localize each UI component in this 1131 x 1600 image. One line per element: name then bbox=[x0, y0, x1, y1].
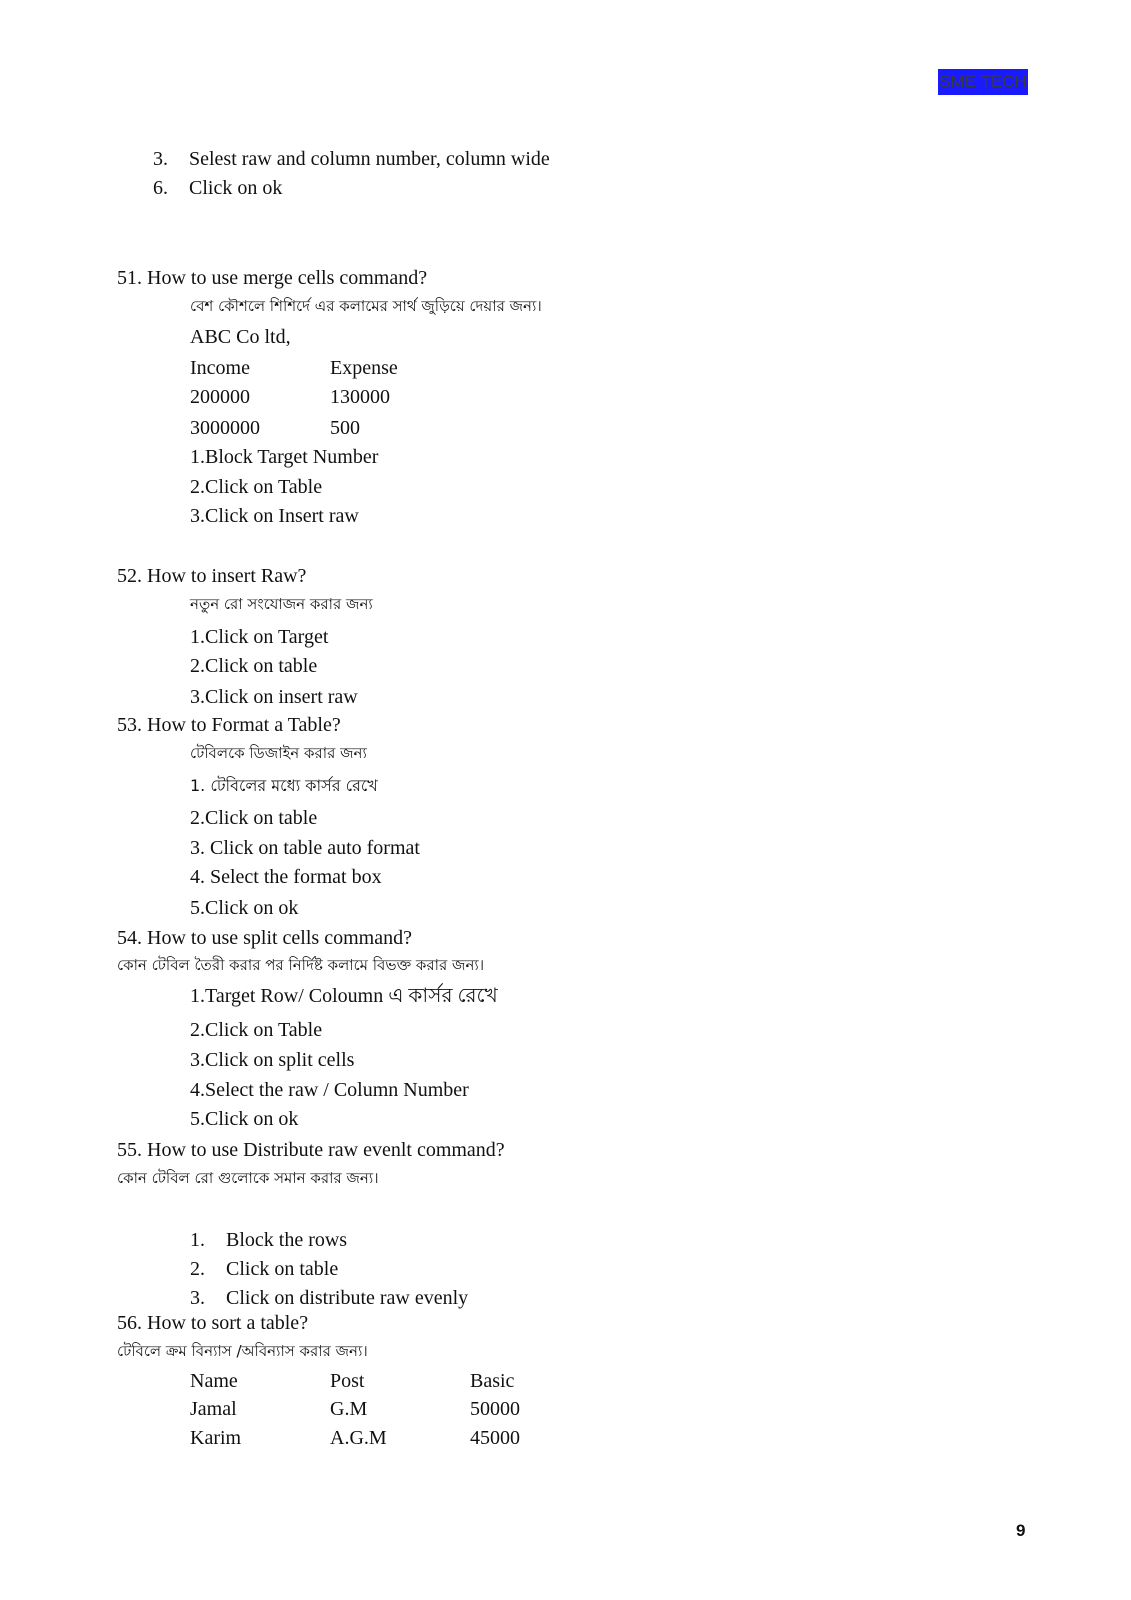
table-cell: 3000000 bbox=[190, 417, 260, 439]
step: 1.Target Row/ Coloumn এ কার্সর রেখে bbox=[190, 985, 498, 1007]
step: 2.Click on Table bbox=[190, 476, 323, 498]
step: 3. Click on table auto format bbox=[190, 837, 420, 859]
question-55-bangla: কোন টেবিল রো গুলোকে সমান করার জন্য। bbox=[117, 1169, 379, 1187]
step: 3.Click on split cells bbox=[190, 1049, 355, 1071]
question-53-bangla: টেবিলকে ডিজাইন করার জন্য bbox=[190, 744, 367, 762]
step: 4.Select the raw / Column Number bbox=[190, 1079, 469, 1101]
question-54-title: 54. How to use split cells command? bbox=[117, 927, 412, 949]
table-cell: Jamal bbox=[190, 1398, 237, 1420]
question-56-title: 56. How to sort a table? bbox=[117, 1312, 309, 1334]
table-header: Basic bbox=[470, 1370, 515, 1392]
table-cell: 45000 bbox=[470, 1427, 520, 1449]
table-cell: 130000 bbox=[330, 386, 390, 408]
step: 2.Click on table bbox=[190, 807, 318, 829]
company-name: ABC Co ltd, bbox=[190, 326, 291, 348]
intro-step: 3. Selest raw and column number, column wide bbox=[153, 148, 550, 170]
question-53-title: 53. How to Format a Table? bbox=[117, 714, 341, 736]
step: 1.Click on Target bbox=[190, 626, 329, 648]
table-cell: Karim bbox=[190, 1427, 242, 1449]
header-badge: SME TECH bbox=[938, 69, 1028, 95]
step: 4. Select the format box bbox=[190, 866, 382, 888]
question-55-title: 55. How to use Distribute raw evenlt command? bbox=[117, 1139, 505, 1161]
table-cell: G.M bbox=[330, 1398, 368, 1420]
question-51-title: 51. How to use merge cells command? bbox=[117, 267, 428, 289]
step: 1.Block Target Number bbox=[190, 446, 379, 468]
step: 5.Click on ok bbox=[190, 1108, 299, 1130]
table-cell: 500 bbox=[330, 417, 360, 439]
step: 2. Click on table bbox=[190, 1258, 339, 1280]
table-cell: A.G.M bbox=[330, 1427, 387, 1449]
step: 3.Click on Insert raw bbox=[190, 505, 359, 527]
question-52-bangla: নতুন রো সংযোজন করার জন্য bbox=[190, 595, 373, 613]
step: 3.Click on insert raw bbox=[190, 686, 358, 708]
step: 1. Block the rows bbox=[190, 1229, 348, 1251]
table-header: Expense bbox=[330, 357, 398, 379]
step: 2.Click on table bbox=[190, 655, 318, 677]
question-51-bangla: বেশ কৌশলে শিশির্দে এর কলামের সার্থ জুড়িয়ে দেয়ার জন্য। bbox=[190, 297, 542, 315]
page-number: 9 bbox=[1016, 1521, 1026, 1540]
question-56-bangla: টেবিলে ক্রম বিন্যাস /অবিন্যাস করার জন্য। bbox=[117, 1342, 368, 1360]
question-54-bangla: কোন টেবিল তৈরী করার পর নির্দিষ্ট কলামে বিভক্ত করার জন্য। bbox=[117, 956, 485, 974]
table-header: Name bbox=[190, 1370, 238, 1392]
step: 3. Click on distribute raw evenly bbox=[190, 1287, 469, 1309]
intro-step: 6. Click on ok bbox=[153, 177, 283, 199]
table-header: Income bbox=[190, 357, 250, 379]
table-cell: 200000 bbox=[190, 386, 250, 408]
step: 5.Click on ok bbox=[190, 897, 299, 919]
question-52-title: 52. How to insert Raw? bbox=[117, 565, 307, 587]
table-header: Post bbox=[330, 1370, 365, 1392]
table-cell: 50000 bbox=[470, 1398, 520, 1420]
step: 1. টেবিলের মধ্যে কার্সর রেখে bbox=[190, 776, 378, 795]
step: 2.Click on Table bbox=[190, 1019, 323, 1041]
